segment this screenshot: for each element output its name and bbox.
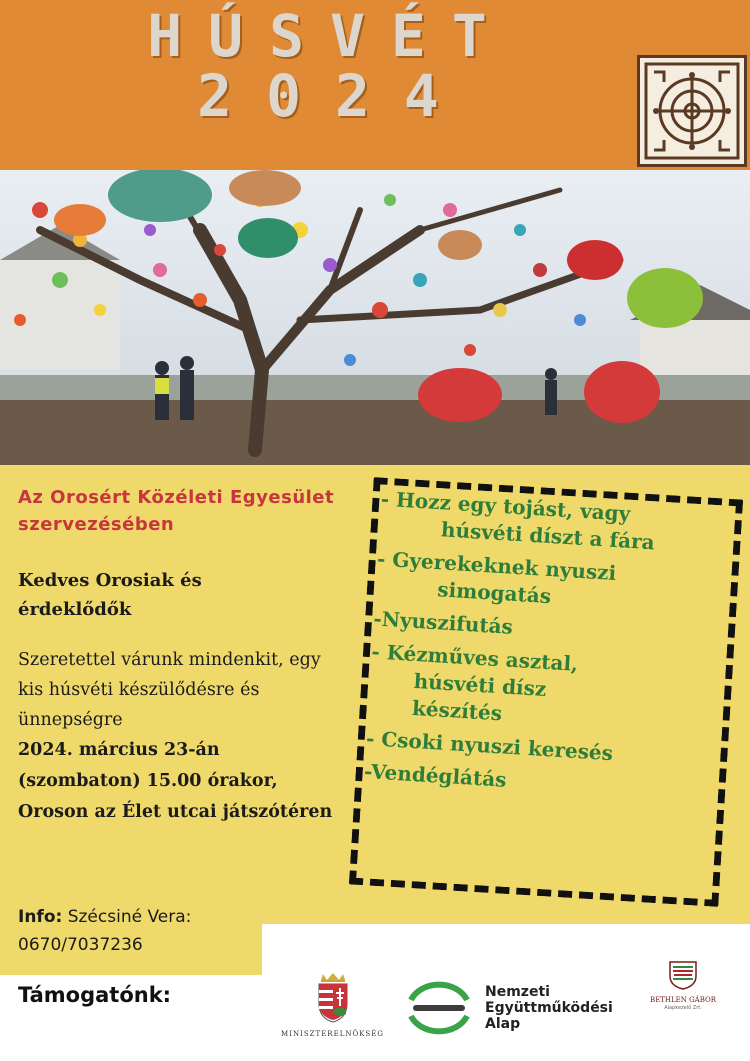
invitation-text: Szeretettel várunk mindenkit, egy kis húsvéti készülődésre és ünnepségre [18, 650, 321, 730]
bethlen-name: BETHLEN GÁBOR [649, 996, 717, 1004]
program-item-line: -Vendéglátás [363, 759, 508, 792]
contact-name: Szécsiné Vera: [67, 907, 192, 927]
ornament-wheel-icon [644, 62, 740, 160]
program-item-line: - Kézműves asztal, [370, 639, 579, 676]
program-item-line: húsvéti díszt a fára [440, 517, 656, 555]
hungarian-coat-of-arms-icon [313, 972, 353, 1024]
program-item-line: -Nyuszifutás [372, 606, 514, 639]
program-item [367, 638, 721, 740]
program-item-line: - Csoki nyuszi keresés [365, 726, 614, 766]
ngo-line: Nemzeti [485, 984, 550, 1000]
program-list [363, 486, 731, 813]
info-label: Info: [18, 907, 63, 927]
bethlen-subtitle: Alapkezelő Zrt. [664, 1005, 702, 1011]
event-date-location: 2024. március 23-án (szombaton) 15.00 órakor, Oroson az Élet utcai játszótéren [18, 740, 333, 822]
contact-info [18, 903, 278, 959]
ngo-line: Alap [485, 1016, 521, 1032]
contact-phone: 0670/7037236 [18, 935, 143, 955]
organizer-text: Az Orosért Közéleti Egyesület szervezésében [18, 487, 335, 535]
sponsors-label: Támogatónk: [18, 983, 172, 1007]
nea-circle-icon [403, 978, 475, 1038]
ngo-name [485, 984, 613, 1032]
program-item-line: simogatás [436, 577, 552, 609]
title-year: 2024 [197, 62, 473, 130]
greeting-text: Kedves Orosiak és érdeklődők [18, 570, 202, 620]
title-husvet: HÚSVÉT [147, 2, 513, 70]
ministry-label: MINISZTERELNÖKSÉG [281, 1030, 384, 1038]
easter-egg-tree-photo [0, 170, 750, 465]
ngo-fund-logo [403, 978, 633, 1038]
header-banner [0, 0, 750, 170]
bethlen-gabor-logo [648, 958, 718, 1011]
program-item-line: - Gyerekeknek nyuszi [376, 546, 617, 586]
program-item-line: készítés [411, 695, 503, 726]
program-item-line: - Hozz egy tojást, vagy [380, 486, 631, 526]
program-item-line: húsvéti dísz [413, 668, 547, 702]
folk-ornament-logo [637, 55, 747, 167]
ministry-logo [270, 972, 395, 1038]
ngo-line: Együttműködési [485, 1000, 613, 1016]
bethlen-shield-icon [666, 958, 700, 990]
